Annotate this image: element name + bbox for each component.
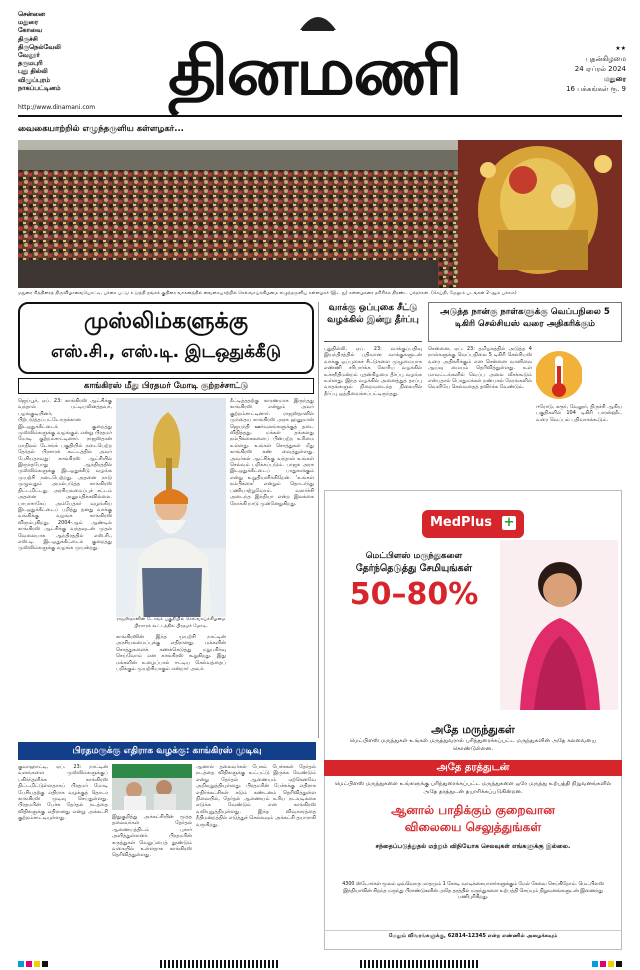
ad-section-1: [324, 722, 622, 753]
lead-col-1: ஜெய்பூர், ஏப். 23: காங்கிரஸ் ஆட்சிக்கு வந்தால் பட்டியலினத்தவர், பழங்குடியினர், பிற்படுத்தப்பட்டோருக்கான இடஒதுக்கீட்டைக் குறைத்து முஸ்லிம்களுக்கு வழங்கும் என்று பிரதமர் மோடி குற்றம்சாட்டினார். ராஜஸ்தான் மாநிலம் டோங்க் பகுதியில் நடைபெற்ற தேர்தல் பிரசாரக் கூட்டத்தில் அவர் பேசியதாவது: காங்கிரஸ் ஆட்சியில் இருந்தபோது ஆந்திரத்தில் முஸ்லிம்களுக்கு இடஒதுக்கீடு வழங்க முயற்சி நடைபெற்றது. அதனை நாடு முழுவதும் அமல்படுத்த காங்கிரஸ் திட்டமிட்டது. அரசியலமைப்புச் சட்டம் அதனை அனுமதிக்கவில்லை. பாபாசாகேப் அம்பேத்கர் வழங்கிய இடஒதுக்கீட்டைப் பறித்து தனது வாக்கு வங்கிக்கு வழங்க காங்கிரஸ் விரும்புகிறது. 2004-ஆம் ஆண்டில் காங்கிரஸ் ஆட்சிக்கு வந்தவுடன் முதல் வேலையாக ஆந்திரத்தில் எஸ்.சி., எஸ்.டி. இடஒதுக்கீட்டைக் குறைத்து முஸ்லிம்களுக்கு வழங்க முயன்றது.: [18, 398, 112, 552]
bottom-col-3: ஆனால் தலைவர்கள் பேசும் பேச்சுகள் தேர்தல் நடத்தை விதிகளுக்கு உட்பட்டு இருக்க வேண்டும் என்று தேர்தல் ஆணையம் ஏற்கெனவே அறிவுறுத்தியுள்ளது. பிரதமரின் பேச்சுக்கு எதிராக எதிர்க்கட்சிகள் கடும் கண்டனம் தெரிவித்துள்ள நிலையில், தேர்தல் ஆணையம் உரிய நடவடிக்கை எடுக்க வேண்டும் என காங்கிரஸ் வலியுறுத்தியுள்ளது. இந்த விவகாரத்தை நீதிமன்றத்தில் எடுத்துச் செல்லவும் அக்கட்சி தயாராகி வருகிறது.: [196, 764, 316, 828]
logo-text: தினமணி: [168, 33, 461, 110]
photo-caption: மதுரை சித்திரைத் திருவிழாவையொட்டி, பச்சை பட்டு உடுத்தி தங்கக் குதிரை வாகனத்தில் வைகையாற்றில் செவ்வாய்க்கிழமை எழுந்தருளிய கள்ளழகர் (இட து) கள்ளழகரை தரிசிக்க திரண்ட பக்தர்கள். (செய்தி, மேலும் படங்கள் 2-ஆம் பக்கம்): [18, 291, 517, 296]
color-mark: [18, 961, 24, 967]
heat-headline: அடுத்த நான்கு நாள்களுக்கு வெப்பநிலை 5 டிகிரி செல்சியஸ் வரை அதிகரிக்கும்: [440, 307, 610, 329]
ad-head-2: அதே தரத்துடன்: [324, 760, 622, 776]
vote-story-body: புதுதில்லி, ஏப். 23: வாக்குப்பதிவு இயந்திரத்தில் பதிவான வாக்குகளுடன் வாக்கு ஒப்புகைச் சீட்டுகளை முழுமையாக எண்ணி சரிபார்க்க கோரிய வழக்கில் உச்சநீதிமன்றம் புதன்கிழமை தீர்ப்பு வழங்க உள்ளது. இந்த வழக்கில் அனைத்துத் தரப்பு வாதங்களும் நிறைவடைந்த நிலையில் தீர்ப்பு ஒத்திவைக்கப்பட்டிருந்தது.: [324, 346, 422, 397]
site-url[interactable]: http://www.dinamani.com: [18, 104, 96, 111]
ad-phone-line: மேலும் விவரங்களுக்கு, 62814-12345 என்ற எண்ணில் அழைக்கவும்: [324, 930, 622, 941]
bottom-col-2: இதுகுறித்து அக்கட்சியின் மூத்த தலைவர்கள் தேர்தல் ஆணையத்திடம் புகார் அளித்துள்ளனர். பிரதமரின் கருத்துகள் வெறுப்பைத் தூண்டும் வகையில் உள்ளதாக காங்கிரஸ் தெரிவித்துள்ளது.: [112, 814, 192, 859]
ad-line-2: தேர்ந்தெடுத்து சேமியுங்கள்: [355, 563, 473, 574]
bottom-photo: [112, 764, 192, 810]
ad-line-1: மெட்பிளஸ் மருந்துகளை: [365, 551, 463, 561]
color-mark: [600, 961, 606, 967]
color-mark: [608, 961, 614, 967]
ad-footer: 4300 ஸ்டோர்கள் மூலம் ஒவ்வொரு மாதமும் 1 கோடி வாடிக்கையாளர்களுக்கும் மேல் சேவை செய்கிறோம். மெட்பிளஸ் இந்தியாவின் சிறந்த மருந்து பிராண்டுகளின் அதே தரத்தில் மருந்துகளை உற்பத்தி செய்யும் நிறுவனங்களுடன் இணைந்து பணிபுரிகிறது.: [342, 882, 604, 901]
lead-headline-1: முஸ்லிம்களுக்கு: [83, 309, 249, 334]
lead-col-3: நீட்டித்ததற்கு காரணமாக இருந்தது காங்கிரஸ் என்றும் அவர் குற்றம்சாட்டினார். ராஜஸ்தானில் முந்தைய காங்கிரஸ் அரசு ஹனுமான் ஜெயந்தி ஊர்வலங்களுக்குத் தடை விதித்தது. மக்கள் தங்களது நம்பிக்கைகளைப் பின்பற்ற உரிமை உள்ளது. உங்கள் சொத்துகள் மீது காங்கிரஸ் கண் வைத்துள்ளது. அவர்கள் ஆட்சிக்கு வந்தால் உங்கள் செல்வம் பறிக்கப்படும். பாஜக அரசு இடஒதுக்கீட்டைப் பாதுகாக்கும் என்று உறுதியளிக்கிறேன். 'உங்கள் நம்பிக்கை' என்றும் தொடர்ந்து பணியாற்றுவோம். வளர்ச்சி அடைந்த இந்தியா என்ற இலக்கை நோக்கி நாடு முன்னேறுகிறது.: [230, 398, 314, 507]
column-divider: [318, 302, 319, 738]
stars: ★★: [615, 45, 626, 52]
festival-photo: [18, 140, 622, 288]
city-name: திருச்சி: [18, 34, 38, 43]
medplus-logo: [422, 510, 524, 538]
masthead-logo: [168, 32, 468, 118]
edition: மதுரை: [604, 75, 626, 83]
date: 24 ஏப்ரல் 2024: [574, 65, 626, 73]
brand-name: MedPlus: [430, 515, 493, 530]
bottom-col-1: குவாஹாட்டி, ஏப். 23: நாட்டின் வளங்களை முஸ்லிம்களுக்குப் பகிர்ந்தளிக்க காங்கிரஸ் திட்டமிட்டுள்ளதாகப் பிரதமர் மோடி பேசியதற்கு எதிராக வழக்குத் தொடர காங்கிரஸ் முடிவு செய்துள்ளது. பிரதமரின் பேச்சு தேர்தல் நடத்தை விதிகளுக்கு எதிரானது என்று அக்கட்சி குற்றம்சாட்டியுள்ளது.: [18, 764, 108, 822]
congress-leaders-image: [112, 764, 192, 810]
heat-story-header: [428, 302, 622, 342]
city-name: நாகப்பட்டினம்: [18, 83, 61, 92]
vote-story-header: [324, 302, 422, 342]
lead-subhead: காங்கிரஸ் மீது பிரதமர் மோடி குற்றச்சாட்டு: [18, 378, 314, 394]
heat-story-body-1: சென்னை, ஏப். 23: தமிழகத்தில் அடுத்த 4 நாள்களுக்கு வெப்பநிலை 5 டிகிரி செல்சியஸ் வரை அதிகரிக்கும் என சென்னை வானிலை ஆய்வு மையம் தெரிவித்துள்ளது. உள் மாவட்டங்களில் வெப்ப அலை வீசக்கூடும் என்பதால் பொதுமக்கள் நண்பகல் நேரங்களில் வெளியே செல்வதைத் தவிர்க்க வேண்டும்.: [428, 346, 532, 391]
registration-ticks: [160, 960, 280, 968]
lead-headline-2: எஸ்.சி., எஸ்.டி. இடஒதுக்கீடு: [51, 342, 281, 362]
emblem-icon: [296, 10, 340, 32]
ad-head-1: அதே மருந்துகள்: [431, 723, 515, 736]
bottom-story-banner: பிரதமருக்கு எதிராக வழக்கு: காங்கிரஸ் முடிவு: [18, 742, 316, 760]
print-registration-bar: [0, 958, 640, 970]
edition-cities: [18, 10, 108, 92]
color-mark: [42, 961, 48, 967]
ad-lead-copy: [332, 550, 496, 615]
ad-head-3b: விலையை செலுத்துங்கள்: [404, 820, 542, 834]
ad-discount: 50–80%: [349, 577, 479, 612]
color-mark: [34, 961, 40, 967]
color-mark: [26, 961, 32, 967]
festival-crowd-image: [18, 140, 622, 288]
ad-model-photo: [500, 540, 618, 710]
modi-photo: [116, 398, 226, 630]
top-story-kicker: வைகையாற்றில் எழுந்தருளிய கள்ளழகர்...: [18, 124, 184, 134]
ad-body-1: மெட்பிளஸ் மருந்துகள் உங்கள் மருத்துவரால் பரிந்துரைக்கப்பட்ட மருந்துகளின் அதே கலவையை கொண்டுள்ளன.: [349, 738, 597, 752]
ad-section-3: [324, 802, 622, 836]
ad-model-image: [500, 540, 618, 710]
masthead-info: [506, 44, 626, 94]
city-name: தருமபுரி: [18, 59, 43, 68]
plus-icon: +: [503, 515, 515, 530]
lead-headline-box: [18, 302, 314, 374]
city-name: மதுரை: [18, 18, 39, 27]
registration-ticks: [360, 960, 480, 968]
vote-headline: வாக்கு ஒப்புகை சீட்டு வழக்கில் இன்று தீர்ப்பு: [327, 303, 419, 325]
city-name: புது தில்லி: [18, 67, 48, 76]
heat-story-body-2: ஈரோடு, கரூர், வேலூர், திருச்சி ஆகிய பகுதிகளில் 104 டிகிரி பாரன்ஹீட் வரை வெப்பம் பதிவாகக்கூடும்.: [536, 404, 622, 423]
city-name: திருநெல்வேலி: [18, 42, 61, 51]
lead-photo-caption: ராஜஸ்தானின் டோங்க் பகுதியில் செவ்வாய்க்கிழமை பிரசாரக் கூட்டத்தில் பிரதமர் மோடி.: [116, 617, 226, 629]
pages-price: 16 பக்கங்கள் ரூ. 9: [566, 85, 626, 93]
city-name: சென்னை: [18, 10, 45, 18]
city-name: விழுப்புரம்: [18, 75, 51, 84]
city-name: வேலூர்: [18, 51, 40, 60]
thermometer-icon: [536, 348, 582, 402]
color-mark: [616, 961, 622, 967]
modi-rally-image: [116, 398, 226, 630]
ad-body-3: சந்தைப்படுத்துதல் மற்றும் விநியோக செலவுகள் எங்களுக்கு இல்லை.: [375, 843, 571, 850]
masthead-rule: [18, 115, 622, 117]
ad-body-2: மெட்பிளஸ் மருந்துகளை உங்களுக்கு பரிந்துரைக்கப்பட்ட மருந்துகளை ஒரே மருந்து உற்பத்தி நிறுவனங்களில் அதே தரத்துடன் தயாரிக்கப்படுகின்றன.: [334, 781, 612, 795]
lead-col-2b: காங்கிரஸின் இந்த முயற்சி நாட்டின் அரசியலமைப்புக்கு எதிரானது. மக்களின் சொத்துகளைக் கணக்கெடுத்து மறுபகிர்வு செய்வோம் என காங்கிரஸ் கூறுகிறது. இது மக்களின் உழைப்பால் ஈட்டிய செல்வத்தைப் பறிக்கும் முயற்சியாகும் என்றார் அவர்.: [116, 634, 226, 673]
ad-head-3a: ஆனால் பாதிக்கும் குறைவான: [391, 803, 555, 817]
color-mark: [592, 961, 598, 967]
city-name: கோவை: [18, 26, 43, 35]
day: புதன்கிழமை: [585, 55, 626, 63]
